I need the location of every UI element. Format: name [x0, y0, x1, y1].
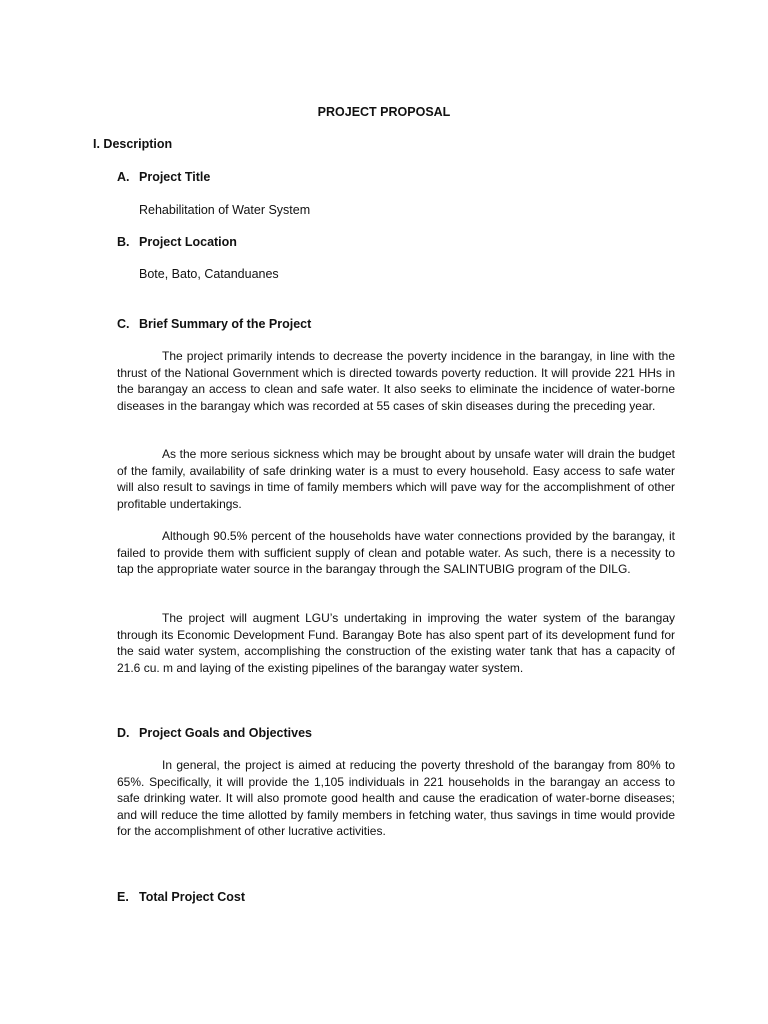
document-title: PROJECT PROPOSAL: [317, 105, 451, 119]
section-heading-description: I. Description: [93, 137, 173, 151]
project-location-value: Bote, Bato, Catanduanes: [139, 267, 279, 281]
subheading-total-cost: [117, 889, 245, 905]
subheading-text: Brief Summary of the Project: [139, 317, 312, 331]
subheading-brief-summary: [117, 316, 311, 332]
project-title-value: Rehabilitation of Water System: [139, 203, 311, 217]
subheading-project-title: [117, 169, 210, 185]
subheading-text: Project Title: [139, 170, 211, 184]
subheading-text: Total Project Cost: [139, 890, 246, 904]
summary-paragraph-4: The project will augment LGU’s undertaking in improving the water system of the barangay through its Economic Development Fund. Barangay Bote has also spent part of its development fund for the said water system, accomplishing the construction of the existing water tank that has a capacity of 21.6 cu. m and laying of the existing pipelines of the barangay water system.: [117, 611, 675, 675]
summary-paragraph-2: As the more serious sickness which may be brought about by unsafe water will drain the budget of the family, availability of safe drinking water is a must to every household. Easy access to safe water will also result to savings in time of family members which will pave way for the accomplishment of other profitable undertakings.: [117, 447, 675, 511]
subheading-goals-objectives: [117, 725, 312, 741]
summary-paragraph-3: Although 90.5% percent of the households have water connections provided by the barangay, it failed to provide them with sufficient supply of clean and potable water. As such, there is a necessity to tap the appropriate water source in the barangay through the SALINTUBIG program of the DILG.: [117, 529, 675, 577]
summary-paragraph-1: The project primarily intends to decrease the poverty incidence in the barangay, in line with the thrust of the National Government which is directed towards poverty reduction. It will provide 221 HHs in the barangay an access to clean and safe water. It also seeks to eliminate the incidence of water-borne diseases in the barangay which was recorded at 55 cases of skin diseases during the preceding year.: [117, 349, 675, 413]
subheading-letter: C.: [117, 317, 130, 331]
subheading-letter: D.: [117, 726, 130, 740]
subheading-text: Project Goals and Objectives: [139, 726, 312, 740]
goals-paragraph-1: In general, the project is aimed at reducing the poverty threshold of the barangay from 80% to 65%. Specifically, it will provide the 1,105 individuals in 221 households in the barangay an access to safe drinking water. It will also promote good health and cause the eradication of water-borne diseases; and will reduce the time allotted by family members in fetching water, thus savings in time would provide for the accomplishment of other lucrative activities.: [117, 758, 675, 839]
subheading-letter: E.: [117, 890, 129, 904]
subheading-project-location: [117, 234, 237, 250]
subheading-letter: A.: [117, 170, 130, 184]
subheading-text: Project Location: [139, 235, 237, 249]
subheading-letter: B.: [117, 235, 130, 249]
